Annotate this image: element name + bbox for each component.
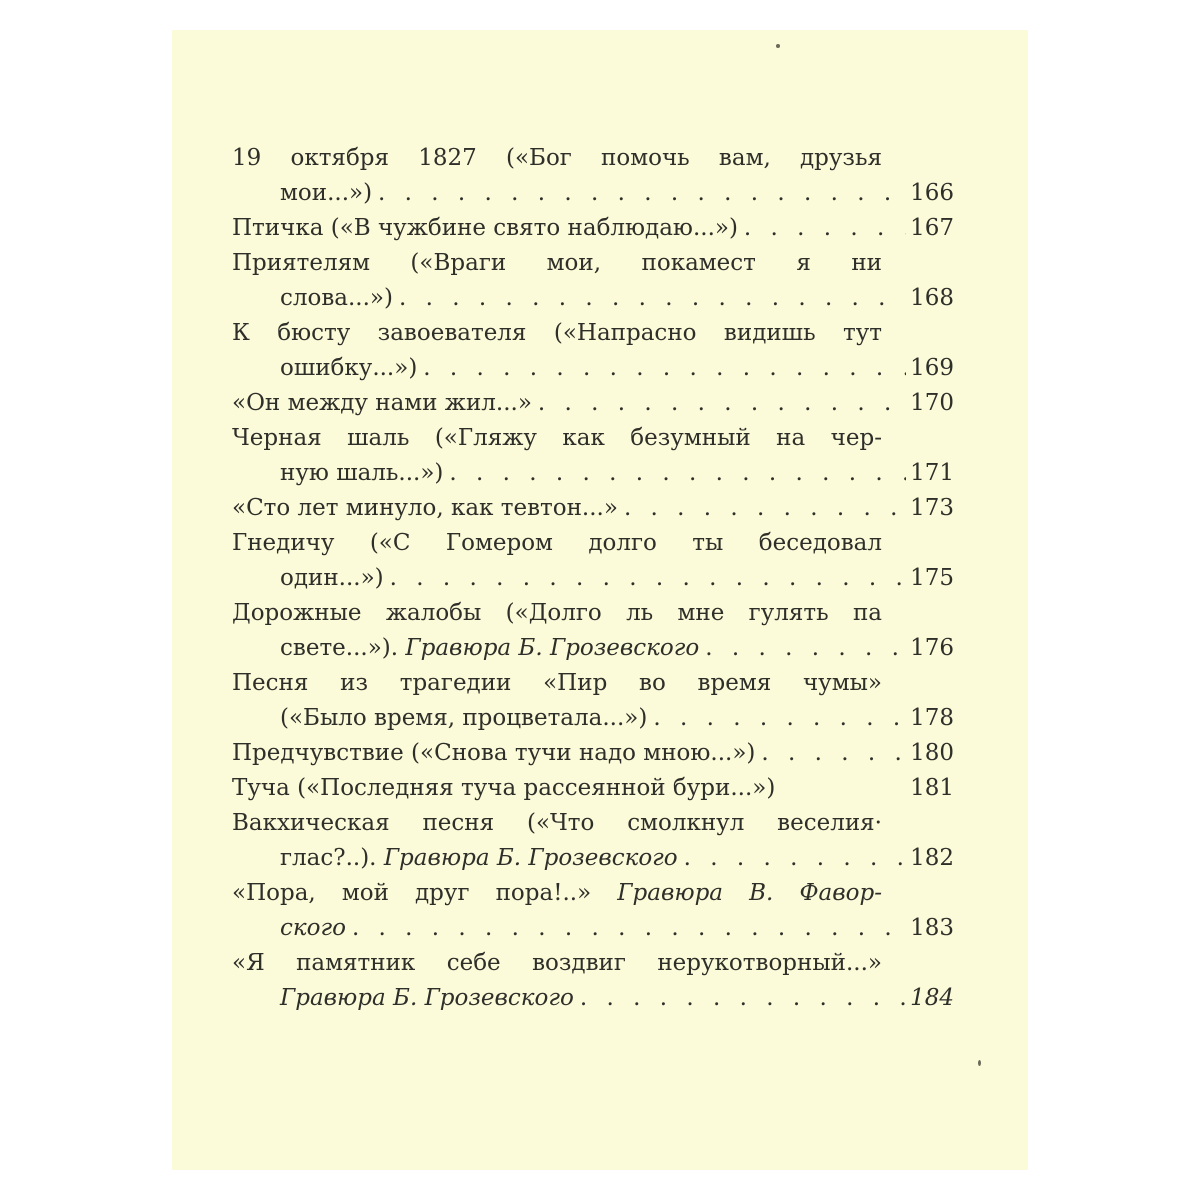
entry-title: Дорожные жалобы («Долго ль мне гулять па [232,600,882,626]
toc-entry [232,386,954,421]
toc-entry [232,736,954,771]
page-number: 171 [910,460,954,486]
toc-entry [232,946,954,1016]
toc-entry [232,421,954,491]
entry-title-cont: свете...»). [280,635,399,661]
leader-dots [372,176,906,211]
entry-title: «Я памятник себе воздвиг нерукотворный...» [232,950,882,976]
page-number: 175 [910,565,954,591]
entry-title: 19 октября 1827 («Бог помочь вам, друзья [232,145,882,171]
page-number: 173 [910,495,954,521]
entry-title: «Сто лет минуло, как тевтон...» [232,495,618,521]
entry-title-cont: ную шаль...») [280,460,444,486]
page-number: 180 [910,740,954,766]
entry-title: Птичка («В чужбине свято наблюдаю...») [232,215,738,241]
page-number: 167 [910,215,954,241]
engraver-credit: Гравюра Б. Грозевского [280,985,574,1011]
toc-entry [232,211,954,246]
entry-title: Вакхическая песня («Что смолкнул веселия· [232,810,882,836]
ink-speck [978,1060,981,1066]
toc-entry [232,316,954,386]
leader-dots [647,701,906,736]
toc-entry [232,246,954,316]
entry-title: Черная шаль («Гляжу как безумный на чер- [232,425,882,451]
entry-title: Туча («Последняя туча рассеянной бури...») [232,775,776,801]
leader-dots [346,911,906,946]
toc-entry [232,876,954,946]
page-number: 182 [910,845,954,871]
leader-dots [443,456,906,491]
entry-title: К бюсту завоевателя («Напрасно видишь тут [232,320,882,346]
entry-title-cont: мои...») [280,180,373,206]
leader-dots [417,351,906,386]
toc-entry [232,596,954,666]
table-of-contents [232,141,954,1016]
toc-entry [232,771,954,806]
leader-dots [384,561,906,596]
page-number: 168 [910,285,954,311]
leader-dots [738,211,906,246]
engraver-credit: Гравюра Б. Грозевского [383,845,678,871]
entry-title-cont: слова...») [280,285,393,311]
entry-title: Песня из трагедии «Пир во время чумы» [232,670,882,696]
entry-title-cont: один...») [280,565,384,591]
page-number: 181 [910,775,954,801]
entry-title: Гнедичу («С Гомером долго ты беседовал [232,530,882,556]
page-number: 176 [910,635,954,661]
engraver-credit-cont: ского [280,915,346,941]
engraver-credit: Гравюра Б. Грозевского [405,635,700,661]
entry-title-with-credit [232,876,882,911]
leader-dots [755,736,906,771]
page-number: 183 [910,915,954,941]
entry-title-cont: глас?..). [280,845,377,871]
entry-title: Предчувствие («Снова тучи надо мною...») [232,740,756,766]
toc-entry [232,491,954,526]
page-number: 166 [910,180,954,206]
leader-dots [699,631,906,666]
toc-entry [232,141,954,211]
entry-title-cont: ошибку...») [280,355,418,381]
page-number: 169 [910,355,954,381]
entry-title: Приятелям («Враги мои, покамест я ни [232,250,882,276]
entry-title: «Он между нами жил...» [232,390,532,416]
toc-entry [232,526,954,596]
entry-title: «Пора, мой друг пора!..» [232,880,592,906]
engraver-credit: Гравюра В. Фавор- [617,880,882,906]
leader-dots [532,386,906,421]
leader-dots [678,841,906,876]
toc-entry [232,806,954,876]
leader-dots [618,491,906,526]
page-number: 184 [910,985,954,1011]
ink-speck [776,44,780,48]
leader-dots [393,281,906,316]
toc-entry [232,666,954,736]
leader-dots [574,981,906,1016]
entry-title-cont: («Было время, процветала...») [280,705,648,731]
page-number: 170 [910,390,954,416]
page-number: 178 [910,705,954,731]
